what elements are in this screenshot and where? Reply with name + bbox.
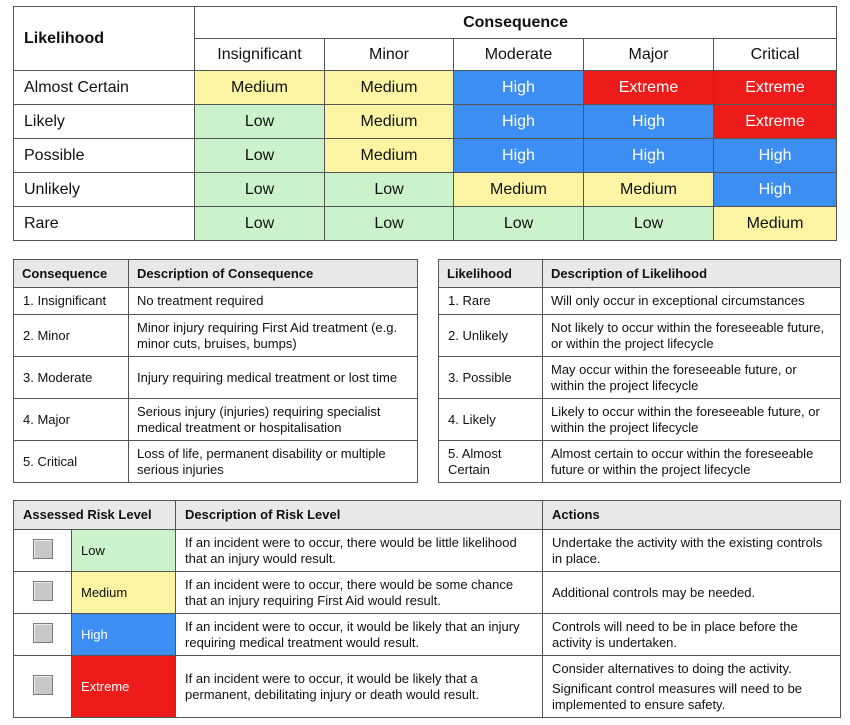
consequence-name: 4. Major bbox=[14, 399, 129, 441]
matrix-cell: Low bbox=[195, 139, 325, 173]
table-row bbox=[14, 288, 418, 315]
risk-level-description: If an incident were to occur, it would be likely that an injury requiring medical treatment would result. bbox=[176, 614, 543, 656]
matrix-cell: High bbox=[584, 105, 714, 139]
table-row bbox=[14, 572, 841, 614]
matrix-row-label: Almost Certain bbox=[14, 71, 195, 105]
consequence-name: 3. Moderate bbox=[14, 357, 129, 399]
matrix-cell: Low bbox=[195, 207, 325, 241]
column-header: Likelihood bbox=[439, 260, 543, 288]
risk-level-actions bbox=[543, 572, 841, 614]
table-row bbox=[439, 399, 841, 441]
matrix-cell: Extreme bbox=[714, 71, 837, 105]
table-row bbox=[14, 357, 418, 399]
matrix-row bbox=[14, 173, 837, 207]
likelihood-description: Likely to occur within the foreseeable future, or within the project lifecycle bbox=[543, 399, 841, 441]
risk-level-label: Low bbox=[72, 530, 176, 572]
matrix-column-header: Minor bbox=[325, 39, 454, 71]
risk-level-description: If an incident were to occur, it would be likely that a permanent, debilitating injury or death would result. bbox=[176, 656, 543, 718]
action-text: Undertake the activity with the existing controls in place. bbox=[552, 534, 823, 566]
matrix-column-header: Critical bbox=[714, 39, 837, 71]
consequence-description: Injury requiring medical treatment or lost time bbox=[129, 357, 418, 399]
matrix-row-label: Unlikely bbox=[14, 173, 195, 207]
column-header: Consequence bbox=[14, 260, 129, 288]
matrix-cell: Low bbox=[195, 105, 325, 139]
matrix-cell: Low bbox=[195, 173, 325, 207]
matrix-column-header: Major bbox=[584, 39, 714, 71]
matrix-cell: Medium bbox=[584, 173, 714, 207]
consequence-description: Minor injury requiring First Aid treatment (e.g. minor cuts, bruises, bumps) bbox=[129, 315, 418, 357]
matrix-column-header: Insignificant bbox=[195, 39, 325, 71]
matrix-cell: Medium bbox=[714, 207, 837, 241]
consequence-name: 2. Minor bbox=[14, 315, 129, 357]
risk-level-label: Medium bbox=[72, 572, 176, 614]
likelihood-description-table bbox=[438, 259, 841, 483]
likelihood-description: Will only occur in exceptional circumstances bbox=[543, 288, 841, 315]
table-row bbox=[14, 614, 841, 656]
consequence-description: Serious injury (injuries) requiring specialist medical treatment or hospitalisation bbox=[129, 399, 418, 441]
column-header: Actions bbox=[543, 501, 841, 530]
checkbox-cell bbox=[14, 530, 72, 572]
table-row bbox=[14, 399, 418, 441]
table-row bbox=[439, 441, 841, 483]
table-row bbox=[439, 315, 841, 357]
risk-level-label: Extreme bbox=[72, 656, 176, 718]
risk-level-table bbox=[13, 500, 841, 718]
matrix-cell: Extreme bbox=[584, 71, 714, 105]
matrix-column-header: Moderate bbox=[454, 39, 584, 71]
matrix-row bbox=[14, 105, 837, 139]
consequence-description-table bbox=[13, 259, 418, 483]
checkbox-cell bbox=[14, 572, 72, 614]
checkbox-extreme[interactable] bbox=[33, 675, 53, 695]
consequence-description: Loss of life, permanent disability or multiple serious injuries bbox=[129, 441, 418, 483]
matrix-row-label: Likely bbox=[14, 105, 195, 139]
table-row bbox=[14, 656, 841, 718]
table-row bbox=[439, 288, 841, 315]
checkbox-cell bbox=[14, 656, 72, 718]
matrix-row bbox=[14, 207, 837, 241]
column-header: Assessed Risk Level bbox=[14, 501, 176, 530]
checkbox-high[interactable] bbox=[33, 623, 53, 643]
action-text: Consider alternatives to doing the activity. bbox=[552, 660, 792, 676]
matrix-cell: High bbox=[714, 139, 837, 173]
table-row bbox=[14, 441, 418, 483]
matrix-cell: Extreme bbox=[714, 105, 837, 139]
matrix-cell: Low bbox=[325, 207, 454, 241]
risk-level-actions bbox=[543, 656, 841, 718]
risk-level-label: High bbox=[72, 614, 176, 656]
matrix-cell: Medium bbox=[195, 71, 325, 105]
likelihood-description: Not likely to occur within the foreseeable future, or within the project lifecycle bbox=[543, 315, 841, 357]
action-text: Significant control measures will need to be implemented to ensure safety. bbox=[552, 680, 803, 712]
table-row bbox=[439, 357, 841, 399]
checkbox-cell bbox=[14, 614, 72, 656]
matrix-cell: High bbox=[584, 139, 714, 173]
matrix-cell: High bbox=[714, 173, 837, 207]
action-text: Controls will need to be in place before the activity is undertaken. bbox=[552, 618, 798, 650]
consequence-name: 5. Critical bbox=[14, 441, 129, 483]
risk-level-actions bbox=[543, 614, 841, 656]
likelihood-name: 2. Unlikely bbox=[439, 315, 543, 357]
matrix-cell: Low bbox=[584, 207, 714, 241]
column-header: Description of Likelihood bbox=[543, 260, 841, 288]
risk-level-description: If an incident were to occur, there would be little likelihood that an injury would result. bbox=[176, 530, 543, 572]
matrix-cell: High bbox=[454, 139, 584, 173]
matrix-row-label: Possible bbox=[14, 139, 195, 173]
matrix-likelihood-header: Likelihood bbox=[14, 7, 195, 71]
action-text: Additional controls may be needed. bbox=[552, 584, 756, 600]
risk-level-description: If an incident were to occur, there would be some chance that an injury requiring First Aid would result. bbox=[176, 572, 543, 614]
table-row bbox=[14, 315, 418, 357]
matrix-cell: High bbox=[454, 71, 584, 105]
risk-level-actions bbox=[543, 530, 841, 572]
risk-matrix bbox=[13, 6, 837, 241]
likelihood-name: 4. Likely bbox=[439, 399, 543, 441]
likelihood-description: May occur within the foreseeable future, or within the project lifecycle bbox=[543, 357, 841, 399]
matrix-cell: Medium bbox=[325, 71, 454, 105]
matrix-cell: High bbox=[454, 105, 584, 139]
consequence-name: 1. Insignificant bbox=[14, 288, 129, 315]
matrix-consequence-header: Consequence bbox=[195, 7, 837, 39]
likelihood-name: 1. Rare bbox=[439, 288, 543, 315]
checkbox-medium[interactable] bbox=[33, 581, 53, 601]
matrix-cell: Low bbox=[325, 173, 454, 207]
matrix-cell: Medium bbox=[454, 173, 584, 207]
likelihood-name: 5. Almost Certain bbox=[439, 441, 543, 483]
likelihood-name: 3. Possible bbox=[439, 357, 543, 399]
table-row bbox=[14, 530, 841, 572]
column-header: Description of Risk Level bbox=[176, 501, 543, 530]
likelihood-description: Almost certain to occur within the foreseeable future or within the project lifecycle bbox=[543, 441, 841, 483]
matrix-row bbox=[14, 139, 837, 173]
matrix-cell: Medium bbox=[325, 105, 454, 139]
checkbox-low[interactable] bbox=[33, 539, 53, 559]
consequence-description: No treatment required bbox=[129, 288, 418, 315]
matrix-cell: Low bbox=[454, 207, 584, 241]
matrix-cell: Medium bbox=[325, 139, 454, 173]
matrix-row bbox=[14, 71, 837, 105]
column-header: Description of Consequence bbox=[129, 260, 418, 288]
matrix-row-label: Rare bbox=[14, 207, 195, 241]
